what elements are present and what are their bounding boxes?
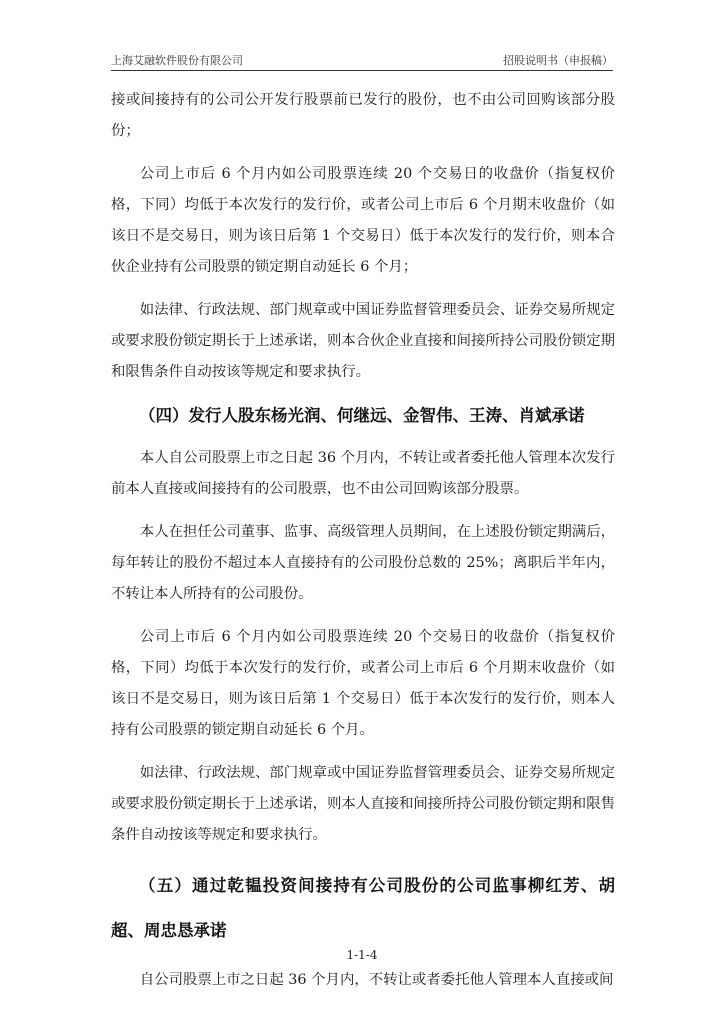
paragraph-director-transfer-limit: 本人在担任公司董事、监事、高级管理人员期间，在上述股份锁定期满后，每年转让的股份不超过本人直接持有的公司股份总数的 25%；离职后半年内，不转让本人所持有的公司股份。 (111, 524, 615, 602)
header-company-name: 上海艾融软件股份有限公司 (111, 54, 243, 67)
section-heading-4: （四）发行人股东杨光润、何继远、金智伟、王涛、肖斌承诺 (139, 406, 585, 425)
paragraph-continued: 接或间接持有的公司公开发行股票前已发行的股份，也不由公司回购该部分股份； (111, 92, 615, 139)
page-header (111, 50, 613, 71)
paragraph-regulation-individual: 如法律、行政法规、部门规章或中国证券监督管理委员会、证券交易所规定或要求股份锁定期长于上述承诺，则本人直接和间接所持公司股份锁定期和限售条件自动按该等规定和要求执行。 (111, 765, 615, 843)
paragraph-price-lockup-individual: 公司上市后 6 个月内如公司股票连续 20 个交易日的收盘价（指复权价格，下同）均低于本次发行的发行价，或者公司上市后 6 个月期末收盘价（如该日不是交易日，则为该日后第 1 个交易日）低于本次发行的发行价，则本人持有公司股票的锁定期自动延长 6 个月。 (111, 629, 615, 738)
paragraph-price-lockup-partnership: 公司上市后 6 个月内如公司股票连续 20 个交易日的收盘价（指复权价格，下同）均低于本次发行的发行价，或者公司上市后 6 个月期末收盘价（如该日不是交易日，则为该日后第 1 个交易日）低于本次发行的发行价，则本合伙企业持有公司股票的锁定期自动延长 6 个月； (111, 166, 615, 275)
page-body (111, 85, 615, 996)
paragraph-36-month-lockup: 本人自公司股票上市之日起 36 个月内，不转让或者委托他人管理本次发行前本人直接或间接持有的公司股票，也不由公司回购该部分股票。 (111, 450, 615, 497)
paragraph-supervisor-lockup: 自公司股票上市之日起 36 个月内，不转让或者委托他人管理本人直接或间 (139, 972, 614, 988)
section-heading-5: （五）通过乾韫投资间接持有公司股份的公司监事柳红芳、胡超、周忠恳承诺 (111, 876, 615, 940)
header-document-type: 招股说明书（申报稿） (503, 54, 613, 67)
page-number: 1-1-4 (346, 948, 378, 962)
paragraph-regulation-partnership: 如法律、行政法规、部门规章或中国证券监督管理委员会、证券交易所规定或要求股份锁定期长于上述承诺，则本合伙企业直接和间接所持公司股份锁定期和限售条件自动按该等规定和要求执行。 (111, 302, 615, 380)
